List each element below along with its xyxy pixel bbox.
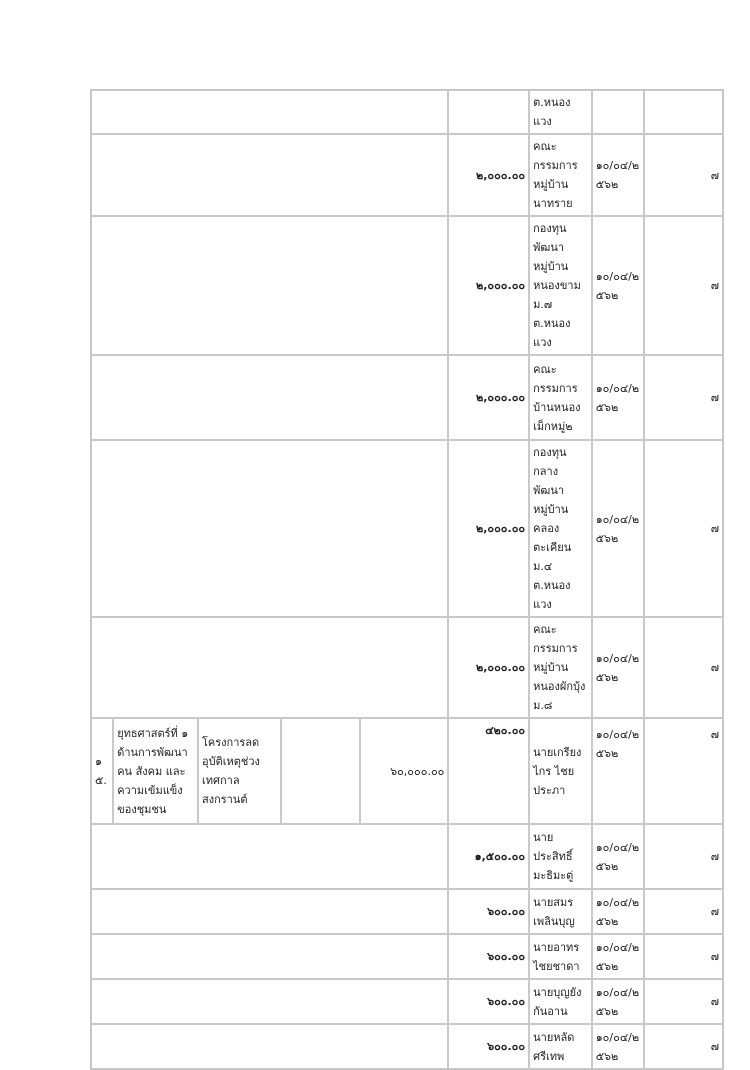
recipient-cell: ต.หนองแวง xyxy=(529,90,592,134)
days-cell: ๗ xyxy=(644,617,723,718)
blank-cell xyxy=(91,824,448,889)
recipient-cell: คณะกรรมการหมู่บ้านหนองผักบุ้ง ม.๘ xyxy=(529,617,592,718)
days-cell: ๗ xyxy=(644,1024,723,1069)
amount-cell: ๔๒๐.๐๐ xyxy=(448,718,529,824)
date-cell: ๑๐/๐๔/๒๕๖๒ xyxy=(592,134,644,216)
disbursement-table xyxy=(90,89,724,1070)
amount-cell: ๖๐๐.๐๐ xyxy=(448,934,529,979)
blank-cell xyxy=(91,134,448,216)
table-row xyxy=(91,824,723,889)
project-number: ๑๕. xyxy=(91,718,113,824)
table-row xyxy=(91,90,723,134)
table-row xyxy=(91,355,723,440)
table-row xyxy=(91,134,723,216)
table-row xyxy=(91,934,723,979)
amount-cell: ๒,๐๐๐.๐๐ xyxy=(448,355,529,440)
recipient-cell: กองทุนพัฒนาหมู่บ้านหนองขาม ม.๗ ต.หนองแวง xyxy=(529,216,592,355)
table-row xyxy=(91,440,723,617)
blank-cell xyxy=(91,889,448,934)
date-cell: ๑๐/๐๔/๒๕๖๒ xyxy=(592,934,644,979)
strategy-cell: ยุทธศาสตร์ที่ ๑ ด้านการพัฒนาคน สังคม และความเข้มแข็งของชุมชน xyxy=(113,718,198,824)
blank-cell xyxy=(91,934,448,979)
date-cell: ๑๐/๐๔/๒๕๖๒ xyxy=(592,617,644,718)
budget-cell: ๖๐,๐๐๐.๐๐ xyxy=(360,718,449,824)
date-cell: ๑๐/๐๔/๒๕๖๒ xyxy=(592,1024,644,1069)
amount-cell: ๖๐๐.๐๐ xyxy=(448,889,529,934)
date-cell: ๑๐/๐๔/๒๕๖๒ xyxy=(592,718,644,824)
date-cell: ๑๐/๐๔/๒๕๖๒ xyxy=(592,889,644,934)
date-cell: ๑๐/๐๔/๒๕๖๒ xyxy=(592,824,644,889)
amount-cell: ๑,๕๐๐.๐๐ xyxy=(448,824,529,889)
date-cell: ๑๐/๐๔/๒๕๖๒ xyxy=(592,355,644,440)
date-cell: ๑๐/๐๔/๒๕๖๒ xyxy=(592,216,644,355)
blank-cell xyxy=(91,90,448,134)
recipient-cell: นายหลัด ศรีเทพ xyxy=(529,1024,592,1069)
recipient-cell: นายสมร เพลินบุญ xyxy=(529,889,592,934)
recipient-cell: นายอาทร ไชยชาดา xyxy=(529,934,592,979)
recipient-cell: กองทุนกลางพัฒนาหมู่บ้านคลองตะเคียน ม.๔ ต.หนองแวง xyxy=(529,440,592,617)
blank-cell xyxy=(91,216,448,355)
amount-cell: ๒,๐๐๐.๐๐ xyxy=(448,134,529,216)
amount-cell: ๖๐๐.๐๐ xyxy=(448,1024,529,1069)
days-cell: ๗ xyxy=(644,979,723,1024)
days-cell xyxy=(644,90,723,134)
blank-cell xyxy=(91,617,448,718)
days-cell: ๗ xyxy=(644,134,723,216)
date-cell xyxy=(592,90,644,134)
blank-cell xyxy=(91,979,448,1024)
days-cell: ๗ xyxy=(644,934,723,979)
recipient-cell: คณะกรรมการบ้านหนองเม็กหมู่๒ xyxy=(529,355,592,440)
table-row xyxy=(91,216,723,355)
days-cell: ๗ xyxy=(644,216,723,355)
days-cell: ๗ xyxy=(644,355,723,440)
blank-cell xyxy=(91,355,448,440)
days-cell: ๗ xyxy=(644,718,723,824)
project-row xyxy=(91,718,723,824)
recipient-cell: คณะกรรมการหมู่บ้านนาทราย xyxy=(529,134,592,216)
date-cell: ๑๐/๐๔/๒๕๖๒ xyxy=(592,440,644,617)
amount-cell: ๒,๐๐๐.๐๐ xyxy=(448,216,529,355)
table-row xyxy=(91,889,723,934)
recipient-cell: นายเกรียงไกร ไชยประภา xyxy=(529,718,592,824)
amount-cell: ๒,๐๐๐.๐๐ xyxy=(448,440,529,617)
project-title: โครงการลดอุบัติเหตุช่วงเทศกาลสงกรานต์ xyxy=(198,718,281,824)
blank-cell xyxy=(91,1024,448,1069)
days-cell: ๗ xyxy=(644,889,723,934)
blank-cell xyxy=(91,440,448,617)
table-row xyxy=(91,1024,723,1069)
days-cell: ๗ xyxy=(644,440,723,617)
amount-cell xyxy=(448,90,529,134)
blank-cell xyxy=(281,718,360,824)
date-cell: ๑๐/๐๔/๒๕๖๒ xyxy=(592,979,644,1024)
table-row xyxy=(91,617,723,718)
amount-cell: ๖๐๐.๐๐ xyxy=(448,979,529,1024)
table-row xyxy=(91,979,723,1024)
days-cell: ๗ xyxy=(644,824,723,889)
recipient-cell: นาย ประสิทธิ์ มะธิมะตู่ xyxy=(529,824,592,889)
amount-cell: ๒,๐๐๐.๐๐ xyxy=(448,617,529,718)
recipient-cell: นายบุญยัง กันอาน xyxy=(529,979,592,1024)
